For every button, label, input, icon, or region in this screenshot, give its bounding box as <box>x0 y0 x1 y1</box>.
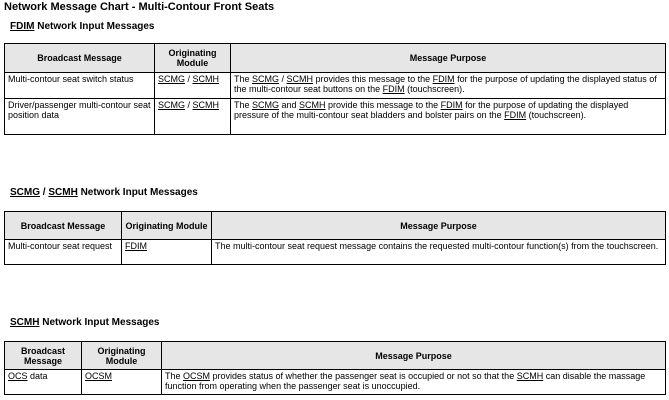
originating-module-cell <box>155 99 231 135</box>
purpose-text: provides this message to the <box>313 74 433 84</box>
purpose-text: provide this message to the <box>325 100 441 110</box>
fdim-link[interactable]: FDIM <box>382 84 405 94</box>
table-row <box>5 73 666 99</box>
header-broadcast-message: Broadcast Message <box>5 342 82 370</box>
section-heading-text: Network Input Messages <box>39 317 160 328</box>
purpose-text: (touchscreen). <box>526 110 587 120</box>
table-header-row <box>5 44 666 73</box>
table-header-row <box>5 212 666 240</box>
originating-module-cell <box>82 370 162 395</box>
purpose-text: (touchscreen). <box>404 84 465 94</box>
header-originating-module: Originating Module <box>82 342 162 370</box>
header-broadcast-message: Broadcast Message <box>5 44 155 73</box>
header-message-purpose: Message Purpose <box>212 212 666 240</box>
header-message-purpose: Message Purpose <box>231 44 666 73</box>
scmg-link[interactable]: SCMG <box>252 100 280 110</box>
section-heading-module: SCMH <box>48 187 78 198</box>
broadcast-text: data <box>27 371 48 381</box>
section-heading-fdim <box>10 21 154 32</box>
fdim-link[interactable]: FDIM <box>440 100 463 110</box>
fdim-input-messages-table <box>4 43 666 135</box>
table-row <box>5 240 666 265</box>
broadcast-message-cell: Multi-contour seat switch status <box>5 73 155 99</box>
section-heading-scmg-scmh <box>10 187 198 198</box>
table-row <box>5 370 666 395</box>
message-purpose-cell: The multi-contour seat request message contains the requested multi-contour function(s) from the touchscreen. <box>212 240 666 265</box>
scmh-input-messages-table <box>4 341 666 395</box>
ocs-link[interactable]: OCS <box>8 371 28 381</box>
section-heading-module: FDIM <box>10 21 35 32</box>
broadcast-message-cell: Multi-contour seat request <box>5 240 122 265</box>
section-heading-text: Network Input Messages <box>77 187 198 198</box>
table-row <box>5 99 666 135</box>
fdim-link[interactable]: FDIM <box>504 110 527 120</box>
message-purpose-cell <box>162 370 666 395</box>
section-heading-module: SCMH <box>10 317 40 328</box>
broadcast-message-cell: Driver/passenger multi-contour seat position data <box>5 99 155 135</box>
header-originating-module: Originating Module <box>155 44 231 73</box>
section-heading-module: SCMG <box>10 187 40 198</box>
header-originating-module: Originating Module <box>122 212 212 240</box>
separator: / <box>185 100 193 110</box>
broadcast-message-cell <box>5 370 82 395</box>
separator: / <box>185 74 193 84</box>
purpose-text: The <box>234 100 253 110</box>
fdim-link[interactable]: FDIM <box>432 74 455 84</box>
purpose-text: and <box>279 100 300 110</box>
purpose-text: / <box>279 74 287 84</box>
scmh-link[interactable]: SCMH <box>299 100 326 110</box>
section-heading-scmh <box>10 317 159 328</box>
fdim-link[interactable]: FDIM <box>125 241 147 251</box>
purpose-text: provides status of whether the passenger seat is occupied or not so that the <box>210 371 517 381</box>
purpose-text: can disable the massage function from operating when the passenger seat is unoccupied. <box>165 371 646 391</box>
originating-module-cell <box>155 73 231 99</box>
scmh-link[interactable]: SCMH <box>286 74 314 84</box>
ocsm-link[interactable]: OCSM <box>183 371 211 381</box>
scmh-link[interactable]: SCMH <box>516 371 544 381</box>
ocsm-link[interactable]: OCSM <box>85 371 112 381</box>
header-broadcast-message: Broadcast Message <box>5 212 122 240</box>
message-purpose-cell <box>231 99 666 135</box>
purpose-text: The <box>165 371 184 381</box>
scmg-scmh-input-messages-table <box>4 211 666 265</box>
scmh-link[interactable]: SCMH <box>192 100 220 110</box>
purpose-text: for the purpose of updating the displayed pressure of the multi-contour seat bladders and bolster pairs on the <box>234 100 629 120</box>
message-purpose-cell <box>231 73 666 99</box>
section-heading-separator: / <box>40 187 49 198</box>
scmh-link[interactable]: SCMH <box>192 74 220 84</box>
scmg-link[interactable]: SCMG <box>158 100 185 110</box>
scmg-link[interactable]: SCMG <box>158 74 185 84</box>
scmg-link[interactable]: SCMG <box>252 74 280 84</box>
table-header-row <box>5 342 666 370</box>
originating-module-cell <box>122 240 212 265</box>
header-message-purpose: Message Purpose <box>162 342 666 370</box>
page-title: Network Message Chart - Multi-Contour Front Seats <box>4 1 275 13</box>
purpose-text: for the purpose of updating the displayed status of the multi-contour seat buttons on the <box>234 74 657 94</box>
section-heading-text: Network Input Messages <box>34 21 155 32</box>
purpose-text: The <box>234 74 253 84</box>
